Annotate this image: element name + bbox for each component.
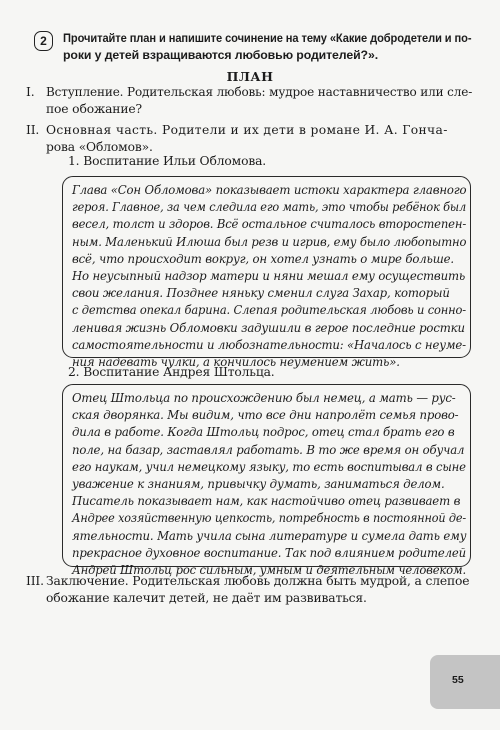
- excerpt-box-stolz: [62, 384, 471, 578]
- excerpt-line: Писатель показывает нам, как настойчиво отец развивает в: [72, 494, 461, 509]
- excerpt-line: героя. Главное, за чем следила его мать, это чтобы ребёнок был: [72, 200, 467, 215]
- excerpt-line: весел, толст и здоров. Всё остальное считалось второстепен-: [72, 217, 467, 232]
- section-numeral: I.: [26, 85, 35, 99]
- plan-section-main: [26, 122, 476, 156]
- excerpt-line: Андрей Штольц рос сильным, умным и деятельным человеком.: [72, 563, 466, 578]
- section-line: Заключение. Родительская любовь должна быть мудрой, а слепое: [46, 574, 470, 588]
- section-line: обожание калечит детей, не даёт им развиваться.: [46, 591, 367, 605]
- excerpt-line: поле, на базар, заставлял работать. В то же время он обучал: [72, 442, 465, 457]
- excerpt-line: ленивая жизнь Обломовки задушили в герое последние ростки: [72, 320, 465, 335]
- task-line: роки у детей взращиваются любовью родителей?».: [63, 48, 379, 62]
- excerpt-line: уважение к знаниям, привычку думать, заниматься делом.: [72, 477, 445, 492]
- page-number-tab: [430, 655, 500, 709]
- excerpt-line: ния надевать чулки, а кончилось неумением жить».: [72, 355, 400, 370]
- excerpt-line: ным. Маленький Илюша был резв и игрив, ему было любопытно: [72, 234, 467, 249]
- plan-title: ПЛАН: [226, 69, 274, 84]
- page-number: 55: [452, 674, 464, 686]
- plan-section-introduction: [26, 84, 476, 118]
- excerpt-line: самостоятельности и любознательности: «Началось с неуме-: [72, 337, 466, 352]
- section-numeral: III.: [26, 574, 44, 588]
- excerpt-line: Но неусыпный надзор матери и няни мешал ему осуществить: [72, 269, 466, 284]
- section-line: пое обожание?: [46, 102, 142, 116]
- excerpt-line: прекрасное духовное воспитание. Так под влиянием родителей: [72, 545, 466, 560]
- task-instruction: [63, 30, 475, 64]
- excerpt-box-oblomov: [62, 176, 471, 370]
- task-line: Прочитайте план и напишите сочинение на тему «Какие добродетели и по-: [63, 31, 472, 45]
- plan-section-conclusion: [26, 573, 476, 607]
- section-line: Основная часть. Родители и их дети в романе И. А. Гонча-: [46, 123, 448, 137]
- excerpt-line: его наукам, учил немецкому языку, то есть воспитывал в сыне: [72, 459, 466, 474]
- excerpt-line: ятельности. Мать учила сына литературе и сумела дать ему: [72, 528, 467, 543]
- subsection-label-stolz: 2. Воспитание Андрея Штольца.: [68, 365, 275, 379]
- excerpt-line: ская дворянка. Мы видим, что все дни напролёт семья прово-: [72, 408, 459, 423]
- excerpt-line: с детства опекал барина. Слепая родительская любовь и сонно-: [72, 303, 466, 318]
- subsection-label-oblomov: 1. Воспитание Ильи Обломова.: [68, 154, 267, 168]
- excerpt-line: Отец Штольца по происхождению был немец, а мать — рус-: [72, 391, 456, 405]
- excerpt-line: всё, что происходит вокруг, он хотел узнать о мире больше.: [72, 251, 454, 266]
- excerpt-line: дила в работе. Когда Штольц подрос, отец стал брать его в: [72, 425, 455, 440]
- task-number-badge: 2: [34, 31, 53, 51]
- excerpt-line: Глава «Сон Обломова» показывает истоки характера главного: [72, 183, 467, 197]
- section-numeral: II.: [26, 123, 40, 137]
- excerpt-line: свои желания. Позднее няньку сменил слуга Захар, который: [72, 286, 450, 301]
- section-line: Вступление. Родительская любовь: мудрое наставничество или сле-: [46, 85, 473, 99]
- section-line: рова «Обломов».: [46, 140, 153, 154]
- excerpt-line: Андрее хозяйственную цепкость, потребность в постоянной де-: [72, 511, 467, 526]
